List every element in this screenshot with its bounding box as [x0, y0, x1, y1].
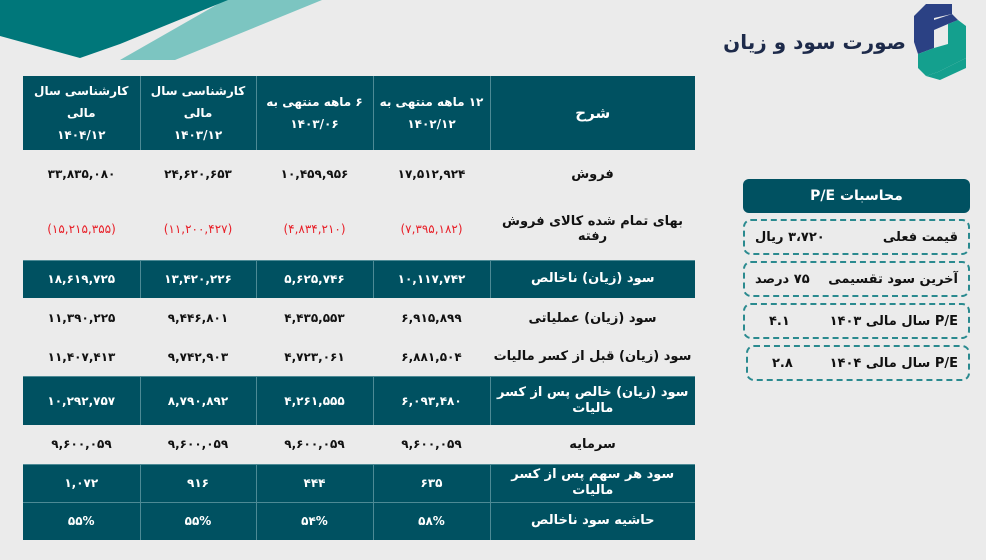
cell-value: ۱۷,۵۱۲,۹۲۴ — [373, 150, 490, 198]
table-row-net-profit — [23, 376, 695, 425]
pe-calculation-panel — [743, 179, 970, 381]
company-logo-icon — [904, 2, 974, 80]
page-title: صورت سود و زیان — [723, 30, 906, 54]
column-header-12m-1402: ۱۲ ماهه منتهی به ۱۴۰۲/۱۲ — [373, 76, 490, 150]
column-header-description: شرح — [490, 76, 695, 150]
cell-value: ۳۳,۸۳۵,۰۸۰ — [23, 150, 140, 198]
pe-panel-title: محاسبات P/E — [743, 179, 970, 213]
table-row-capital — [23, 425, 695, 464]
cell-value: ۵۴% — [256, 502, 373, 540]
pe-item-current-price — [743, 219, 970, 255]
cell-value: ۱۳,۴۲۰,۲۲۶ — [140, 260, 256, 298]
pe-item-label: آخرین سود تقسیمی — [828, 271, 958, 287]
cell-value: ۱۸,۶۱۹,۷۲۵ — [23, 260, 140, 298]
table-row-gross-profit — [23, 260, 695, 298]
pe-item-value: ۴.۱ — [769, 313, 790, 329]
cell-value: ۲۴,۶۲۰,۶۵۳ — [140, 150, 256, 198]
table-row-sales — [23, 150, 695, 198]
column-header-6m-1403: ۶ ماهه منتهی به ۱۴۰۳/۰۶ — [256, 76, 373, 150]
table-row-pretax-profit — [23, 338, 695, 376]
pe-item-value: ۲.۸ — [772, 355, 793, 371]
cell-value: ۵۵% — [23, 502, 140, 540]
cell-value: ۶,۰۹۳,۴۸۰ — [373, 376, 490, 425]
cell-value: ۹,۶۰۰,۰۵۹ — [23, 425, 140, 464]
decorative-banner-shapes — [0, 0, 330, 60]
income-statement-table — [23, 76, 695, 540]
pe-item-label: P/E سال مالی ۱۴۰۳ — [829, 313, 958, 329]
table-header-row — [23, 76, 695, 150]
pe-item-last-dividend — [743, 261, 970, 297]
cell-value: ۹,۶۰۰,۰۵۹ — [140, 425, 256, 464]
table-row-eps — [23, 464, 695, 502]
pe-item-value: ۷۵ درصد — [755, 271, 810, 287]
cell-value: ۶,۹۱۵,۸۹۹ — [373, 298, 490, 338]
cell-value: ۹,۶۰۰,۰۵۹ — [256, 425, 373, 464]
pe-item-pe-1404 — [746, 345, 970, 381]
cell-value-negative: (۱۵,۲۱۵,۳۵۵) — [23, 198, 140, 260]
cell-value: ۱۰,۴۵۹,۹۵۶ — [256, 150, 373, 198]
cell-value: ۹,۷۴۲,۹۰۳ — [140, 338, 256, 376]
cell-value: ۸,۷۹۰,۸۹۲ — [140, 376, 256, 425]
cell-value: ۵,۶۲۵,۷۴۶ — [256, 260, 373, 298]
row-label: فروش — [490, 150, 695, 198]
row-label: سود هر سهم پس از کسر مالیات — [490, 464, 695, 502]
cell-value-negative: (۱۱,۲۰۰,۴۲۷) — [140, 198, 256, 260]
cell-value: ۶۳۵ — [373, 464, 490, 502]
cell-value-negative: (۴,۸۳۴,۲۱۰) — [256, 198, 373, 260]
cell-value: ۱۱,۴۰۷,۴۱۳ — [23, 338, 140, 376]
pe-item-pe-1403 — [743, 303, 970, 339]
cell-value: ۱۱,۳۹۰,۲۲۵ — [23, 298, 140, 338]
cell-value: ۶,۸۸۱,۵۰۴ — [373, 338, 490, 376]
table-row-gross-margin — [23, 502, 695, 540]
column-header-forecast-1403: کارشناسی سال مالی ۱۴۰۳/۱۲ — [140, 76, 256, 150]
pe-item-value: ۳،۷۲۰ ریال — [755, 229, 825, 245]
row-label: حاشیه سود ناخالص — [490, 502, 695, 540]
row-label: سود (زیان) عملیاتی — [490, 298, 695, 338]
cell-value: ۹۱۶ — [140, 464, 256, 502]
cell-value: ۴,۲۶۱,۵۵۵ — [256, 376, 373, 425]
row-label: سرمایه — [490, 425, 695, 464]
table-row-cogs — [23, 198, 695, 260]
cell-value: ۹,۴۴۶,۸۰۱ — [140, 298, 256, 338]
table-row-operating-profit — [23, 298, 695, 338]
cell-value: ۴۴۴ — [256, 464, 373, 502]
row-label: سود (زیان) قبل از کسر مالیات — [490, 338, 695, 376]
cell-value: ۱,۰۷۲ — [23, 464, 140, 502]
cell-value: ۴,۷۲۳,۰۶۱ — [256, 338, 373, 376]
cell-value: ۹,۶۰۰,۰۵۹ — [373, 425, 490, 464]
cell-value: ۱۰,۲۹۲,۷۵۷ — [23, 376, 140, 425]
row-label: بهای تمام شده کالای فروش رفته — [490, 198, 695, 260]
column-header-forecast-1404: کارشناسی سال مالی ۱۴۰۴/۱۲ — [23, 76, 140, 150]
pe-item-label: قیمت فعلی — [882, 229, 958, 245]
cell-value: ۵۵% — [140, 502, 256, 540]
cell-value: ۱۰,۱۱۷,۷۴۲ — [373, 260, 490, 298]
cell-value-negative: (۷,۳۹۵,۱۸۲) — [373, 198, 490, 260]
cell-value: ۴,۴۳۵,۵۵۳ — [256, 298, 373, 338]
row-label: سود (زیان) خالص پس از کسر مالیات — [490, 376, 695, 425]
row-label: سود (زیان) ناخالص — [490, 260, 695, 298]
pe-item-label: P/E سال مالی ۱۴۰۴ — [829, 355, 958, 371]
cell-value: ۵۸% — [373, 502, 490, 540]
